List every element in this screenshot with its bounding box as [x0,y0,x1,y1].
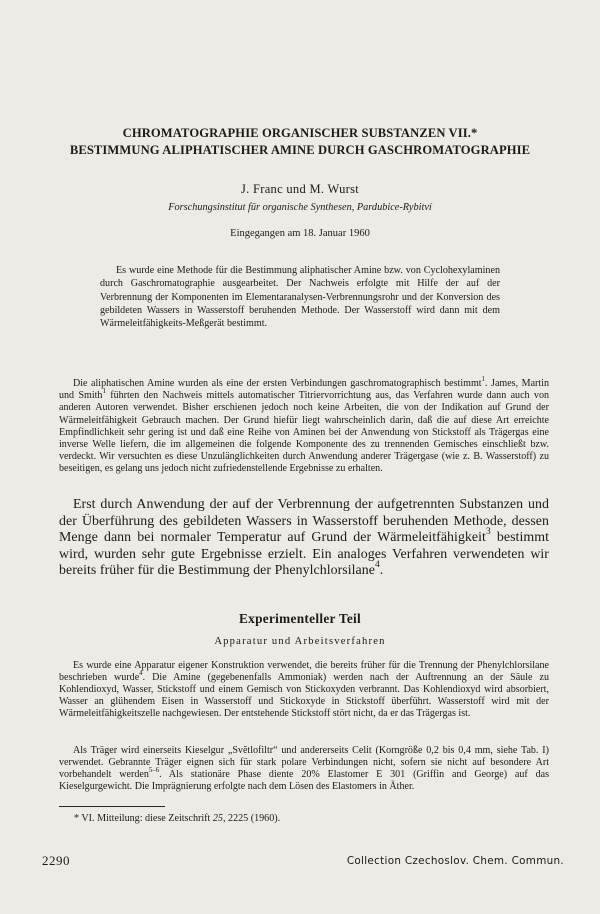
reference-marker: 1 [102,387,106,395]
carrier-paragraph [59,745,549,793]
reference-marker: 3 [485,527,491,538]
footnote-text: VI. Mitteilung: diese Zeitschrift [81,813,213,824]
abstract-text: Es wurde eine Methode für die Bestimmung aliphatischer Amine bzw. von Cyclohexylaminen durch Gaschromatographie ausgearbeitet. Der Nachweis erfolgte mit Hilfe der auf der Verbrennung der Komponenten im Elementaranalysen-Verbrennungsrohr und der Konversion des gebildeten Wassers in Wasserstoff beruhenden Methode. Der Wasserstoff wird dann mit dem Wärmeleitfähigkeits-Meßgerät bestimmt. [100,265,500,330]
text-run: . Als stationäre Phase diente 20% Elastomer E 301 (Griffin and George) auf das Kieselgurgewicht. Die Imprägnierung erfolgte nach dem Lösen des Elastomers in Äther. [59,769,549,793]
title-line-1: CHROMATOGRAPHIE ORGANISCHER SUBSTANZEN VII.* [122,126,478,140]
footnote-volume: 25 [212,813,223,824]
reference-marker: 5–6 [148,766,160,774]
text-run: Als Träger wird einerseits Kieselgur „Svĕtlofiltr“ und andererseits Celit (Korngröße 0,2 bis 0,4 mm, siehe Tab. I) verwendet. Gebrannte Träger eignen sich für stark polare Verbindungen nicht, sofern sie nicht auf besondere Art vorbehandelt werden [59,745,549,781]
text-run: führten den Nachweis mittels automatischer Titriervorrichtung aus, das Verfahren wurde dann auch von anderen Autoren verwendet. Bisher erschienen jedoch noch keine Arbeiten, die von der Indikation auf Grund der Wärmeleitfähigkeit Gebrauch machen. Der Grund hiefür liegt wahrscheinlich darin, daß die auf diese Art erreichte Empfindlichkeit sehr gering ist und daß eine Reihe von Aminen bei der Anwendung von Stickstoff als Trägergas eine inverse Welle liefern, die im allgemeinen die folgende Komponente des zu trennenden Gemisches einschließt bzw. verdeckt. Wir versuchten es diese Unzulänglichkeiten durch Anwendung anderer Trägergase (wie z. B. Wasserstoff) zu beseitigen, es gelang uns jedoch nicht zufriedenstellende Ergebnisse zu erhalten. [59,390,549,475]
apparatus-paragraph [59,660,549,720]
abstract [100,264,500,330]
reference-marker: 4 [139,669,143,677]
title-line-2: BESTIMMUNG ALIPHATISCHER AMINE DURCH GASCHROMATOGRAPHIE [69,143,531,157]
text-run: Die aliphatischen Amine wurden als eine der ersten Verbindungen gaschromatographisch bestimmt [73,378,482,389]
reference-marker: 1 [481,375,485,383]
article-title [20,125,580,159]
text-run: . Die Amine (gegebenenfalls Ammoniak) werden nach der Auftrennung an der Säule zu Kohlendioxyd, Wasser, Stickstoff und einem Gemisch von Stickoxyden verbrannt. Das Kohlendioxyd wird absorbiert, Wasser an glühendem Eisen in Wasserstoff und Stickoxyde in Stickstoff überführt. Wasserstoff wird mit der Wärmeleitfähigkeitszelle nachgewiesen. Der entstehende Stickstoff stört nicht, da er das Trägergas ist. [59,672,549,720]
text-run: Es wurde eine Apparatur eigener Konstruktion verwendet, die bereits früher für die Trennung der Phenylchlorsilane beschrieben wurde [59,660,549,684]
footnote-marker: * [74,813,80,824]
author-line: J. Franc und M. Wurst [240,182,360,196]
footnote [74,813,280,824]
text-run: . James, Martin und Smith [59,378,549,402]
text-run: Erst durch Anwendung der auf der Verbrennung der aufgetrennten Substanzen und der Überführung des gebildeten Wassers in Wasserstoff beruhenden Methode, dessen Menge dann bei normaler Temperatur auf Grund der Wärmeleitfähigkeit [59,497,549,546]
section-heading: Experimenteller Teil [238,611,362,626]
method-paragraph [59,497,549,580]
page-number: 2290 [42,853,70,868]
text-run: . [379,563,384,579]
reference-marker: 4 [374,560,380,571]
affiliation: Forschungsinstitut für organische Synthesen, Pardubice-Rybitví [168,202,432,213]
footnote-divider [59,806,165,807]
received-date: Eingegangen am 18. Januar 1960 [230,228,370,239]
footnote-text: , 2225 (1960). [222,813,281,824]
intro-paragraph [59,375,549,476]
text-run: bestimmt wird, wurden sehr gute Ergebnisse erzielt. Ein analoges Verfahren verwendeten wir bereits früher für die Bestimmung der Phenylchlorsilane [59,530,549,579]
subsection-heading: Apparatur und Arbeitsverfahren [214,636,386,647]
journal-name: Collection Czechoslov. Chem. Commun. [346,855,564,867]
